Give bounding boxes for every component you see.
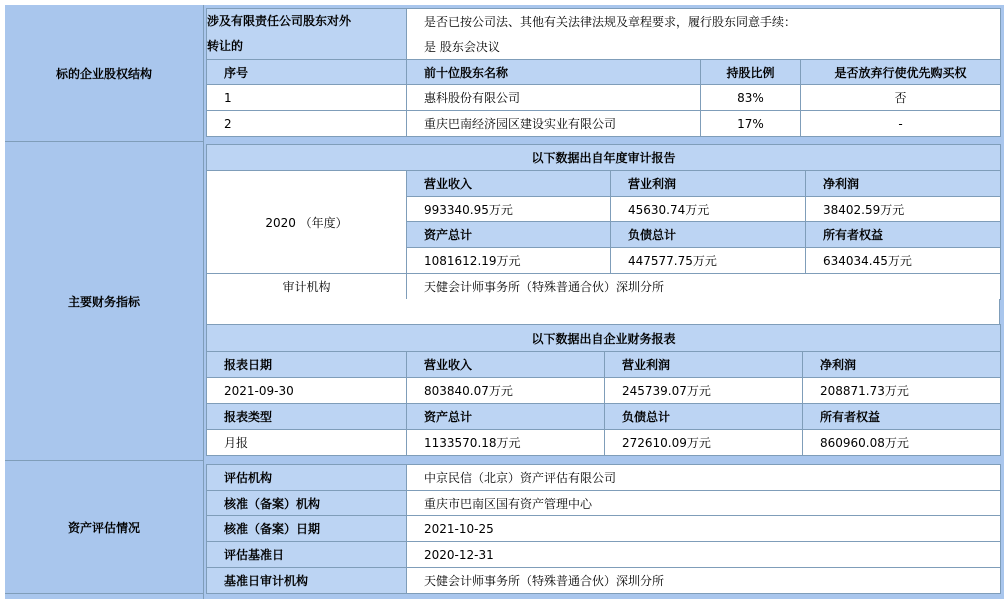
table-row xyxy=(207,465,1001,491)
financial-report-banner: 以下数据出自企业财务报表 xyxy=(207,325,1001,352)
col-header-ratio: 持股比例 xyxy=(701,60,801,85)
report-type: 月报 xyxy=(207,430,407,456)
report-header-assets: 资产总计 xyxy=(407,404,605,430)
col-header-no: 序号 xyxy=(207,60,407,85)
table-row xyxy=(207,516,1001,542)
valuation-table xyxy=(206,464,1001,594)
shareholder-ratio: 17% xyxy=(701,111,801,137)
transfer-question-line1: 涉及有限责任公司股东对外 xyxy=(207,14,352,28)
report-liabilities: 272610.09万元 xyxy=(605,430,803,456)
valuation-section-label: 资产评估情况 xyxy=(5,461,204,594)
auditor-label: 审计机构 xyxy=(207,274,407,300)
transfer-question-text: 是否已按公司法、其他有关法律法规及章程要求，履行股东同意手续： xyxy=(407,9,1001,35)
valuation-key-approval-body: 核准（备案）机构 xyxy=(207,491,407,516)
table-row xyxy=(207,491,1001,516)
valuation-value-approval-date: 2021-10-25 xyxy=(407,516,1001,542)
annual-audit-table xyxy=(206,144,1001,300)
report-header-revenue: 营业收入 xyxy=(407,352,605,378)
annual-header-liabilities: 负债总计 xyxy=(611,222,806,248)
valuation-value-agency: 中京民信（北京）资产评估有限公司 xyxy=(407,465,1001,491)
valuation-key-agency: 评估机构 xyxy=(207,465,407,491)
table-row xyxy=(207,568,1001,594)
report-revenue: 803840.07万元 xyxy=(407,378,605,404)
annual-header-revenue: 营业收入 xyxy=(407,171,611,197)
report-header-liabilities: 负债总计 xyxy=(605,404,803,430)
shareholder-ratio: 83% xyxy=(701,85,801,111)
annual-op-profit: 45630.74万元 xyxy=(611,197,806,222)
report-net-profit: 208871.73万元 xyxy=(803,378,1001,404)
annual-audit-banner: 以下数据出自年度审计报告 xyxy=(207,145,1001,171)
equity-section-label: 标的企业股权结构 xyxy=(5,5,204,142)
report-op-profit: 245739.07万元 xyxy=(605,378,803,404)
table-row xyxy=(207,542,1001,568)
shareholder-waive: - xyxy=(801,111,1001,137)
valuation-value-approval-body: 重庆市巴南区国有资产管理中心 xyxy=(407,491,1001,516)
table-row xyxy=(207,111,1001,137)
report-header-date: 报表日期 xyxy=(207,352,407,378)
finance-spacer xyxy=(206,299,1000,324)
shareholder-name: 重庆巴南经济园区建设实业有限公司 xyxy=(407,111,701,137)
transfer-question-line2: 转让的 xyxy=(207,39,244,53)
col-header-waive: 是否放弃行使优先购买权 xyxy=(801,60,1001,85)
annual-header-op-profit: 营业利润 xyxy=(611,171,806,197)
shareholder-no: 2 xyxy=(207,111,407,137)
shareholder-no: 1 xyxy=(207,85,407,111)
annual-header-net-profit: 净利润 xyxy=(806,171,1001,197)
annual-assets: 1081612.19万元 xyxy=(407,248,611,274)
table-row xyxy=(207,85,1001,111)
valuation-key-base-auditor: 基准日审计机构 xyxy=(207,568,407,594)
finance-section-label: 主要财务指标 xyxy=(5,142,204,461)
transfer-question-label xyxy=(207,9,407,60)
financial-report-table xyxy=(206,324,1001,456)
valuation-key-base-date: 评估基准日 xyxy=(207,542,407,568)
annual-equity: 634034.45万元 xyxy=(806,248,1001,274)
valuation-value-base-auditor: 天健会计师事务所（特殊普通合伙）深圳分所 xyxy=(407,568,1001,594)
report-date: 2021-09-30 xyxy=(207,378,407,404)
transfer-question-answer: 是 股东会决议 xyxy=(407,35,1001,60)
annual-liabilities: 447577.75万元 xyxy=(611,248,806,274)
auditor-name: 天健会计师事务所（特殊普通合伙）深圳分所 xyxy=(407,274,1001,300)
annual-revenue: 993340.95万元 xyxy=(407,197,611,222)
annual-header-assets: 资产总计 xyxy=(407,222,611,248)
report-assets: 1133570.18万元 xyxy=(407,430,605,456)
shareholder-name: 惠科股份有限公司 xyxy=(407,85,701,111)
valuation-value-base-date: 2020-12-31 xyxy=(407,542,1001,568)
next-section-label xyxy=(5,594,204,599)
report-equity: 860960.08万元 xyxy=(803,430,1001,456)
report-header-op-profit: 营业利润 xyxy=(605,352,803,378)
report-header-equity: 所有者权益 xyxy=(803,404,1001,430)
valuation-key-approval-date: 核准（备案）日期 xyxy=(207,516,407,542)
annual-period: 2020 （年度） xyxy=(207,171,407,274)
annual-net-profit: 38402.59万元 xyxy=(806,197,1001,222)
col-header-shareholder: 前十位股东名称 xyxy=(407,60,701,85)
next-section-panel xyxy=(204,594,1004,599)
annual-header-equity: 所有者权益 xyxy=(806,222,1001,248)
equity-table xyxy=(206,8,1001,137)
shareholder-waive: 否 xyxy=(801,85,1001,111)
report-header-type: 报表类型 xyxy=(207,404,407,430)
report-header-net-profit: 净利润 xyxy=(803,352,1001,378)
